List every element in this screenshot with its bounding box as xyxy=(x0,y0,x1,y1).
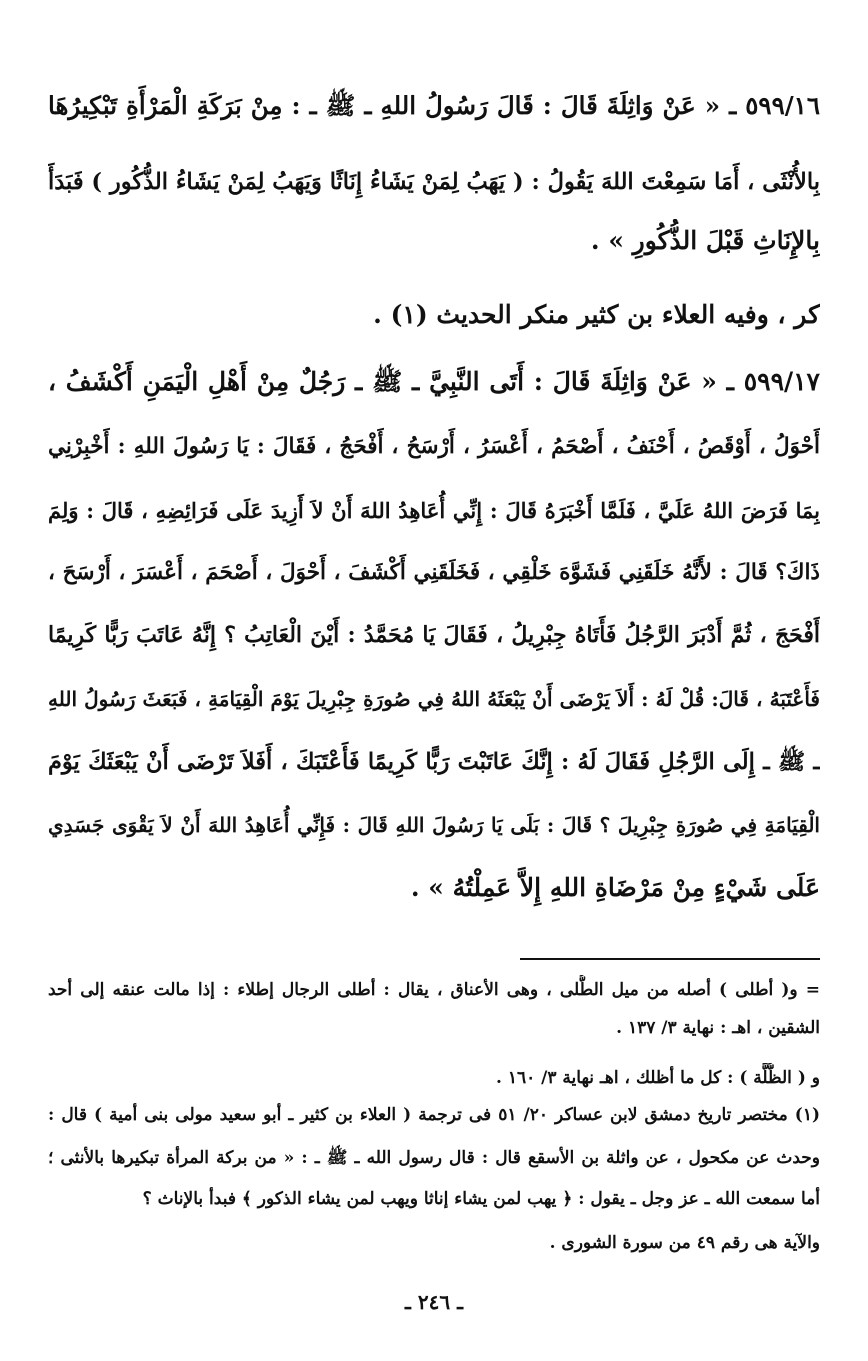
hadith-17-line-6: فَأَعْتَبَهُ ، قَالَ: قُلْ لَهُ : أَلاَ يَرْضَى أَنْ يَبْعَثَهُ اللهُ فِي صُورَةِ جِبْرِيلَ يَوْمَ الْقِيَامَةِ ، فَبَعَثَ رَسُولُ اللهِ xyxy=(48,687,820,711)
hadith-17-line-1: ٥٩٩/١٧ ـ « عَنْ وَاثِلَةَ قَالَ : أَتَى النَّبِيَّ ـ ﷺ ـ رَجُلٌ مِنْ أَهْلِ الْيَمَنِ أَكْشَفُ ، xyxy=(48,367,820,396)
footnote-line-3: و ( الظُّلَّة ) : كل ما أظلك ، اهـ نهاية ٣/ ١٦٠ . xyxy=(495,1068,820,1088)
hadith-16-line-3: بِالإِنَاثِ قَبْلَ الذُّكُورِ » . xyxy=(590,226,820,255)
hadith-17-line-4: ذَاكَ؟ قَالَ : لأَنَّهُ خَلَقَنِي فَشَوَّهَ خَلْقِي ، فَخَلَقَنِي أَكْشَفَ ، أَحْوَلَ ، أَصْحَمَ ، أَعْسَرَ ، أَرْسَحَ ، xyxy=(48,560,820,585)
footnote-line-7: والآية هى رقم ٤٩ من سورة الشورى . xyxy=(549,1233,820,1253)
page-number: ـ ٢٤٦ ـ xyxy=(405,1290,463,1314)
hadith-17-line-7: ـ ﷺ ـ إِلَى الرَّجُلِ فَقَالَ لَهُ : إِنَّكَ عَاتَبْتَ رَبًّا كَرِيمًا فَأَعْتَبَكَ ، أَفَلاَ تَرْضَى أَنْ يَبْعَثَكَ يَوْمَ xyxy=(48,749,820,775)
hadith-17-line-9: عَلَى شَيْءٍ مِنْ مَرْضَاةِ اللهِ إِلاَّ عَمِلْتُهُ » . xyxy=(410,873,820,902)
hadith-16-line-2: بِالأُنْثَى ، أَمَا سَمِعْتَ اللهَ يَقُولُ : ( يَهَبُ لِمَنْ يَشَاءُ إِنَاثًا وَيَهَبُ لِمَنْ يَشَاءُ الذُّكُور ) فَبَدَأَ xyxy=(48,169,820,195)
footnote-line-2: الشقين ، اهـ : نهاية ٣/ ١٣٧ . xyxy=(616,1018,820,1038)
footnote-line-5: وحدث عن مكحول ، عن واثلة بن الأسقع قال : قال رسول الله ـ ﷺ ـ : « من بركة المرأة تبكيرها بالأنثى ؛ xyxy=(48,1148,820,1168)
footnote-line-1: = و( أطلى ) أصله من ميل الطُّلى ، وهى الأعناق ، يقال : أطلى الرجال إطلاء : إذا مالت عنقه إلى أحد xyxy=(48,980,820,1000)
hadith-17-line-2: أَحْوَلُ ، أَوْقَصُ ، أَحْنَفُ ، أَصْحَمُ ، أَعْسَرُ ، أَرْسَحُ ، أَفْحَجُ ، فَقَالَ : يَا رَسُولَ اللهِ : أَخْبِرْنِي xyxy=(48,434,820,459)
hadith-16-source: كر ، وفيه العلاء بن كثير منكر الحديث (١) . xyxy=(373,300,820,329)
footnote-line-6: أما سمعت الله ـ عز وجل ـ يقول : ﴿ يهب لمن يشاء إناثا ويهب لمن يشاء الذكور ﴾ فبدأ بالإناث ؟ xyxy=(142,1189,820,1209)
footnote-separator xyxy=(520,958,820,960)
footnote-line-4: (١) مختصر تاريخ دمشق لابن عساكر ٢٠/ ٥١ فى ترجمة ( العلاء بن كثير ـ أبو سعيد مولى بنى أمية ) قال : xyxy=(48,1105,820,1125)
hadith-17-line-3: بِمَا فَرَضَ اللهُ عَلَيَّ ، فَلَمَّا أَخْبَرَهُ قَالَ : إِنِّي أُعَاهِدُ اللهَ أَنْ لاَ أَزِيدَ عَلَى فَرَائِضِهِ ، قَالَ : وَلِمَ xyxy=(48,498,820,523)
hadith-17-line-8: الْقِيَامَةِ فِي صُورَةِ جِبْرِيلَ ؟ قَالَ : بَلَى يَا رَسُولَ اللهِ قَالَ : فَإِنِّي أُعَاهِدُ اللهَ أَنْ لاَ يَقْوَى جَسَدِي xyxy=(48,813,820,837)
hadith-17-line-5: أَفْحَجَ ، ثُمَّ أَدْبَرَ الرَّجُلُ فَأَتَاهُ جِبْرِيلُ ، فَقَالَ يَا مُحَمَّدُ : أَيْنَ الْعَاتِبُ ؟ إِنَّهُ عَاتَبَ رَبًّا كَرِيمًا xyxy=(48,622,820,648)
hadith-16-line-1: ٥٩٩/١٦ ـ « عَنْ وَاثِلَةَ قَالَ : قَالَ رَسُولُ اللهِ ـ ﷺ ـ : مِنْ بَرَكَةِ الْمَرْأَةِ تَبْكِيرُهَا xyxy=(48,91,820,120)
